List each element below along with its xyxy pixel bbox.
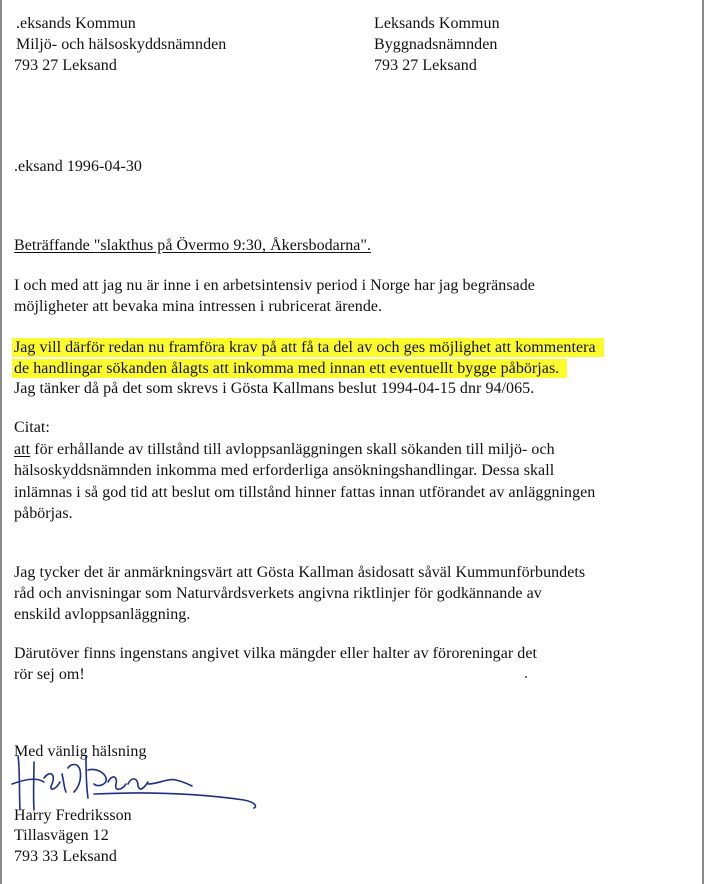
sender-city: 793 27 Leksand: [14, 57, 117, 74]
citat-line-1: [14, 440, 555, 460]
closing-line: Med vänlig hälsning: [14, 743, 147, 760]
para3-line-3: enskild avloppsanläggning.: [14, 606, 191, 623]
page-edge-left: [0, 0, 2, 884]
citat-label: Citat:: [14, 419, 50, 436]
para3-line-2: råd och anvisningar som Naturvårdsverkets angivna riktlinjer för godkännande av: [14, 585, 542, 602]
signer-street: Tillasvägen 12: [14, 827, 109, 844]
speck: [525, 676, 527, 678]
para4-line-1: Därutöver finns ingenstans angivet vilka mängder eller halter av föroreningar det: [14, 645, 537, 662]
signer-city: 793 33 Leksand: [14, 848, 117, 865]
sender-org: .eksands Kommun: [16, 15, 136, 32]
citat-first-word: att: [14, 441, 31, 458]
date-line: .eksand 1996-04-30: [14, 158, 142, 175]
sender-dept: Miljö- och hälsoskyddsnämnden: [16, 36, 227, 53]
citat-first-rest: för erhållande av tillstånd till avloppsanläggningen skall sökanden till miljö- och: [30, 441, 555, 458]
signer-name: Harry Fredriksson: [14, 807, 132, 824]
para4-line-2: rör sej om!: [14, 666, 85, 683]
recipient-org: Leksands Kommun: [374, 15, 500, 32]
highlight-marker: Jag vill därför redan nu framföra krav på att få ta del av och ges möjlighet att kommentera: [12, 338, 604, 357]
para2-line-2: [14, 359, 567, 379]
recipient-dept: Byggnadsnämnden: [374, 36, 498, 53]
handwritten-signature: [8, 748, 268, 826]
citat-line-4: påbörjas.: [14, 505, 73, 522]
citat-line-2: hälsoskyddsnämnden inkomma med erforderliga ansökningshandlingar. Dessa skall: [14, 462, 555, 479]
citat-line-3: inlämnas i så god tid att beslut om tillstånd hinner fattas innan utförandet av anläggningen: [14, 484, 596, 501]
para2-line-1: [14, 338, 604, 358]
recipient-city: 793 27 Leksand: [374, 57, 477, 74]
para3-line-1: Jag tycker det är anmärkningsvärt att Gösta Kallman åsidosatt såväl Kummunförbundets: [14, 564, 586, 581]
subject-line: Beträffande "slakthus på Övermo 9:30, Åkersbodarna".: [14, 237, 372, 254]
para1-line-1: I och med att jag nu är inne i en arbetsintensiv period i Norge har jag begränsade: [14, 277, 535, 294]
highlight-marker: de handlingar sökanden ålagts att inkomma med innan ett eventuellt bygge påbörjas.: [12, 359, 567, 378]
para2-reference: Jag tänker då på det som skrevs i Gösta Kallmans beslut 1994-04-15 dnr 94/065.: [14, 380, 535, 397]
para1-line-2: möjligheter att bevaka mina intressen i rubricerat ärende.: [14, 298, 383, 315]
